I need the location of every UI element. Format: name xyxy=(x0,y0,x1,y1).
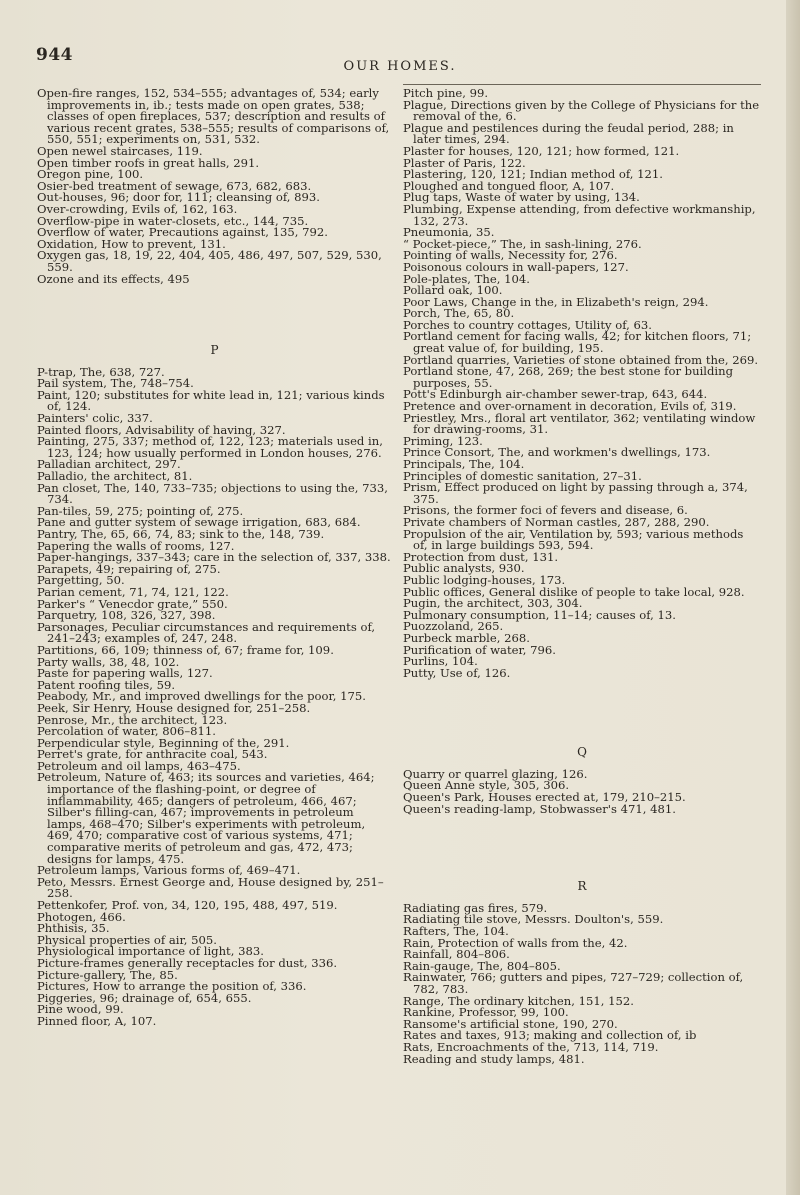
index-entry: Pointing of walls, Necessity for, 276. xyxy=(403,248,618,263)
running-title: OUR HOMES. xyxy=(343,59,457,74)
index-entry: Pneumonia, 35. xyxy=(403,225,495,240)
index-entry: Plumbing, Expense attending, from defective workmanship, 132, 273. xyxy=(403,201,756,228)
index-entry: Painting, 275, 337; method of, 122, 123; materials used in, 123, 124; how usually performed in London houses, 276. xyxy=(37,434,383,460)
index-entry: Purlins, 104. xyxy=(403,654,478,669)
index-entry: Pine wood, 99. xyxy=(37,1002,124,1017)
index-entry: Range, The ordinary kitchen, 151, 152. xyxy=(403,993,634,1008)
page-edge xyxy=(786,0,800,1195)
index-entry: Queen Anne style, 305, 306. xyxy=(403,778,570,793)
index-entry: Queen's Park, Houses erected at, 179, 210–215. xyxy=(403,790,686,805)
index-entry: Purification of water, 796. xyxy=(403,642,556,657)
index-column-right xyxy=(403,88,761,1065)
index-entry: Parquetry, 108, 326, 327, 398. xyxy=(37,608,216,623)
index-entry: Ransome's artificial stone, 190, 270. xyxy=(403,1016,618,1031)
index-entry: “ Pocket-piece,” The, in sash-lining, 276. xyxy=(403,236,642,251)
index-entry: Open timber roofs in great halls, 291. xyxy=(37,155,260,170)
index-entry: P-trap, The, 638, 727. xyxy=(37,364,165,379)
index-entry: Picture-frames generally receptacles for dust, 336. xyxy=(37,955,338,970)
index-entry: Rainwater, 766; gutters and pipes, 727–729; collection of, 782, 783. xyxy=(403,970,744,996)
index-entry: Pole-plates, The, 104. xyxy=(403,271,530,286)
index-entry: Percolation of water, 806–811. xyxy=(37,724,216,739)
index-entry: Ozone and its effects, 495 xyxy=(37,271,190,286)
index-entry: Pott's Edinburgh air-chamber sewer-trap, 643, 644. xyxy=(403,387,708,402)
index-entry: Pane and gutter system of sewage irrigation, 683, 684. xyxy=(37,515,361,530)
index-entry: Open-fire ranges, 152, 534–555; advantages of, 534; early improvements in, ib.; tests made on open grates, 538; classes of open fireplaces, 537; description and results of various recent grates, 538–555; results of comparisons of, 550, 551; experiments on, 531, 532. xyxy=(37,86,390,147)
index-entry: Prince Consort, The, and workmen's dwellings, 173. xyxy=(403,445,711,460)
index-entry: Over-crowding, Evils of, 162, 163. xyxy=(37,201,238,216)
index-entry: Oxygen gas, 18, 19, 22, 404, 405, 486, 497, 507, 529, 530, 559. xyxy=(37,248,382,274)
column-top-rule xyxy=(403,84,761,85)
index-entry: Paste for papering walls, 127. xyxy=(37,666,213,681)
index-entry: Petroleum and oil lamps, 463–475. xyxy=(37,758,241,773)
index-entry: Osier-bed treatment of sewage, 673, 682, 683. xyxy=(37,178,312,193)
index-entry: Perpendicular style, Beginning of the, 291. xyxy=(37,735,290,750)
index-entry: Parker's “ Venecdor grate,” 550. xyxy=(37,596,228,611)
index-entry: Pettenkofer, Prof. von, 34, 120, 195, 488, 497, 519. xyxy=(37,898,338,912)
index-entry: Rain, Protection of walls from the, 42. xyxy=(403,935,628,950)
index-entry: Papering the walls of rooms, 127. xyxy=(37,538,235,553)
index-entry: Pollard oak, 100. xyxy=(403,283,503,298)
index-entry: Parian cement, 71, 74, 121, 122. xyxy=(37,584,229,599)
index-entry: Priestley, Mrs., floral art ventilator, 362; ventilating window for drawing-rooms, 31. xyxy=(403,410,756,437)
index-entry: Propulsion of the air, Ventilation by, 593; various methods of, in large buildings 593, 594. xyxy=(403,526,744,553)
index-entry: Plastering, 120, 121; Indian method of, 121. xyxy=(403,167,663,182)
index-entry: Porch, The, 65, 80. xyxy=(403,306,515,321)
index-entry: Paint, 120; substitutes for white lead in, 121; various kinds of, 124. xyxy=(37,387,385,414)
index-entry: Petroleum, Nature of, 463; its sources and varieties, 464; importance of the flashing-point, or degree of inflammability, 465; dangers of petroleum, 466, 467; Silber's filling-can, 467; improvements in petroleum lamps, 468–470; Silber's experiments with petroleum, 469, 470; comparative cost of various systems, 471; comparative merits of petroleum and gas, 472, 473; designs for lamps, 475. xyxy=(37,770,375,866)
index-entry: Public lodging-houses, 173. xyxy=(403,572,566,587)
index-entry: Queen's reading-lamp, Stobwasser's 471, 481. xyxy=(403,801,676,816)
index-entry: Plug taps, Waste of water by using, 134. xyxy=(403,190,640,205)
index-entry: Private chambers of Norman castles, 287, 288, 290. xyxy=(403,514,710,529)
index-entry: Pargetting, 50. xyxy=(37,573,125,588)
index-entry: Palladian architect, 297. xyxy=(37,457,181,472)
index-entry: Peabody, Mr., and improved dwellings for the poor, 175. xyxy=(37,689,366,704)
index-entry: Partitions, 66, 109; thinness of, 67; frame for, 109. xyxy=(37,642,334,657)
index-entry: Public analysts, 930. xyxy=(403,561,525,576)
index-entry: Plague, Directions given by the College of Physicians for the removal of the, 6. xyxy=(403,97,760,124)
index-entry: Piggeries, 96; drainage of, 654, 655. xyxy=(37,990,252,1005)
index-entry: Perret's grate, for anthracite coal, 543. xyxy=(37,747,268,762)
index-entry: Picture-gallery, The, 85. xyxy=(37,967,178,982)
page-number: 944 xyxy=(36,45,73,65)
index-entry: Patent roofing tiles, 59. xyxy=(37,677,176,692)
index-entry: Palladio, the architect, 81. xyxy=(37,469,193,484)
index-entry: Rats, Encroachments of the, 713, 114, 719. xyxy=(403,1039,659,1054)
index-entry: Painted floors, Advisability of having, 327. xyxy=(37,422,286,437)
index-entry: Open newel staircases, 119. xyxy=(37,143,203,158)
index-entry: Radiating gas fires, 579. xyxy=(403,900,548,915)
index-entry: Pretence and over-ornament in decoration, Evils of, 319. xyxy=(403,399,737,414)
section-letter: Q xyxy=(577,745,587,760)
index-entry: Oregon pine, 100. xyxy=(37,167,144,182)
index-entry: Prism, Effect produced on light by passing through a, 374, 375. xyxy=(403,480,748,506)
index-entry: Ploughed and tongued floor, A, 107. xyxy=(403,178,615,193)
index-entry: Pail system, The, 748–754. xyxy=(37,376,194,391)
index-entry: Petroleum lamps, Various forms of, 469–471. xyxy=(37,863,301,878)
index-entry: Plaster of Paris, 122. xyxy=(403,155,526,170)
index-entry: Porches to country cottages, Utility of, 63. xyxy=(403,317,652,332)
index-entry: Pugin, the architect, 303, 304. xyxy=(403,596,583,611)
index-entry: Physical properties of air, 505. xyxy=(37,932,217,947)
index-entry: Priming, 123. xyxy=(403,433,483,448)
index-entry: Overflow of water, Precautions against, 135, 792. xyxy=(37,225,328,240)
index-entry: Plaster for houses, 120, 121; how formed, 121. xyxy=(403,143,680,158)
index-entry: Pictures, How to arrange the position of, 336. xyxy=(37,979,307,994)
section-letter: R xyxy=(577,879,587,894)
index-entry: Pantry, The, 65, 66, 74, 83; sink to the, 148, 739. xyxy=(37,527,325,541)
index-entry: Pan closet, The, 140, 733–735; objections to using the, 733, 734. xyxy=(37,480,388,507)
index-entry: Putty, Use of, 126. xyxy=(403,665,511,680)
index-entry: Physiological importance of light, 383. xyxy=(37,944,264,959)
index-entry: Rafters, The, 104. xyxy=(403,924,509,939)
index-entry: Public offices, General dislike of people to take local, 928. xyxy=(403,584,745,599)
index-entry: Party walls, 38, 48, 102. xyxy=(37,654,180,669)
index-entry: Peto, Messrs. Ernest George and, House designed by, 251–258. xyxy=(37,874,384,901)
index-entry: Pulmonary consumption, 11–14; causes of, 13. xyxy=(403,607,676,622)
index-entry: Painters' colic, 337. xyxy=(37,411,153,426)
index-entry: Pitch pine, 99. xyxy=(403,86,489,100)
index-entry: Quarry or quarrel glazing, 126. xyxy=(403,766,588,781)
index-entry: Rain-gauge, The, 804–805. xyxy=(403,958,561,973)
index-entry: Pan-tiles, 59, 275; pointing of, 275. xyxy=(37,503,244,518)
index-entry: Paper-hangings, 337–343; care in the selection of, 337, 338. xyxy=(37,550,391,565)
index-entry: Reading and study lamps, 481. xyxy=(403,1051,585,1066)
index-entry: Portland quarries, Varieties of stone obtained from the, 269. xyxy=(403,352,759,367)
index-entry: Pinned floor, A, 107. xyxy=(37,1013,157,1028)
index-entry: Portland stone, 47, 268, 269; the best stone for building purposes, 55. xyxy=(403,364,734,390)
index-column-left xyxy=(37,88,392,1028)
index-entry: Puozzoland, 265. xyxy=(403,619,504,634)
index-entry: Parsonages, Peculiar circumstances and requirements of, 241–243; examples of, 247, 248. xyxy=(37,619,376,646)
index-entry: Parapets, 49; repairing of, 275. xyxy=(37,561,221,576)
index-entry: Principals, The, 104. xyxy=(403,457,525,471)
section-gap xyxy=(37,285,392,345)
index-entry: Out-houses, 96; door for, 111; cleansing of, 893. xyxy=(37,190,320,205)
index-entry: Purbeck marble, 268. xyxy=(403,630,530,645)
section-gap xyxy=(403,679,761,747)
index-entry: Portland cement for facing walls, 42; for kitchen floors, 71; great value of, for building, 195. xyxy=(403,329,752,356)
index-entry: Oxidation, How to prevent, 131. xyxy=(37,236,226,251)
index-entry: Phthisis, 35. xyxy=(37,921,110,936)
index-entry: Protection from dust, 131. xyxy=(403,549,559,564)
index-entry: Photogen, 466. xyxy=(37,909,126,924)
section-letter: P xyxy=(210,343,219,358)
index-entry: Penrose, Mr., the architect, 123. xyxy=(37,712,228,727)
index-entry: Radiating tile stove, Messrs. Doulton's, 559. xyxy=(403,912,664,927)
index-entry: Poor Laws, Change in the, in Elizabeth's reign, 294. xyxy=(403,294,709,309)
index-entry: Poisonous colours in wall-papers, 127. xyxy=(403,259,629,274)
index-entry: Rainfall, 804–806. xyxy=(403,947,510,962)
section-gap xyxy=(403,815,761,881)
index-entry: Peek, Sir Henry, House designed for, 251–258. xyxy=(37,700,311,715)
index-entry: Rankine, Professor, 99, 100. xyxy=(403,1005,569,1020)
index-entry: Principles of domestic sanitation, 27–31. xyxy=(403,468,642,483)
index-entry: Rates and taxes, 913; making and collection of, ib xyxy=(403,1028,697,1043)
index-entry: Overflow-pipe in water-closets, etc., 144, 735. xyxy=(37,213,309,228)
index-entry: Prisons, the former foci of fevers and disease, 6. xyxy=(403,503,688,518)
index-entry: Plague and pestilences during the feudal period, 288; in later times, 294. xyxy=(403,120,734,147)
